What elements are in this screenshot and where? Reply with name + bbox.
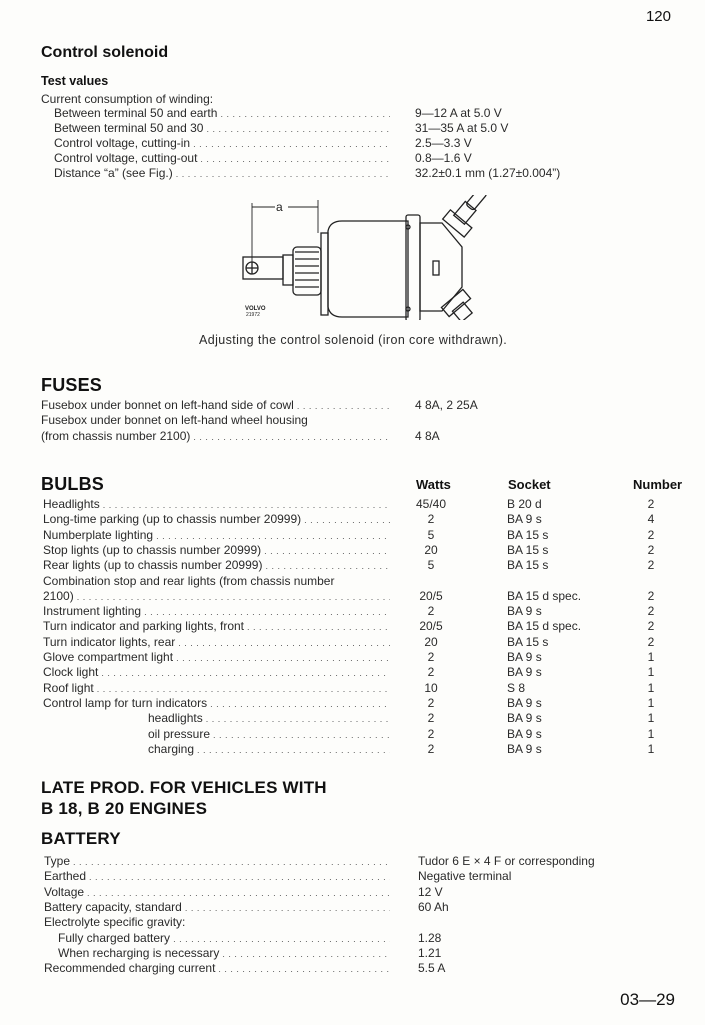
fuse-label: Fusebox under bonnet on left-hand wheel housing bbox=[41, 413, 308, 427]
test-value-value: 31—35 A at 5.0 V bbox=[415, 121, 509, 135]
bulb-watts: 2 bbox=[427, 650, 435, 664]
battery-label: Type . . . bbox=[44, 854, 390, 870]
bulb-row bbox=[0, 727, 705, 742]
bulb-watts: 2 bbox=[427, 665, 435, 680]
bulb-watts: 5 bbox=[427, 527, 435, 542]
bulb-label: Rear lights (up to chassis number 20999) . . . bbox=[43, 558, 390, 574]
bulb-socket: BA 15 d spec. bbox=[507, 588, 582, 603]
bulb-watts: 5 bbox=[427, 558, 435, 573]
test-value-value: 0.8—1.6 V bbox=[415, 151, 472, 165]
test-value-label: Between terminal 50 and earth . . . bbox=[54, 106, 390, 122]
fuse-row bbox=[0, 429, 705, 444]
battery-row bbox=[0, 915, 705, 930]
battery-row bbox=[0, 946, 705, 961]
test-value-row bbox=[0, 166, 705, 181]
bulb-label: Combination stop and rear lights (from chassis number bbox=[43, 573, 335, 588]
test-value-label: Distance “a” (see Fig.) . . . bbox=[54, 166, 390, 182]
bulb-number: 1 bbox=[647, 711, 655, 726]
fuse-value: 4 8A, 2 25A bbox=[415, 398, 478, 412]
bulb-number: 2 bbox=[647, 542, 655, 557]
test-value-row bbox=[0, 121, 705, 136]
page-number: 120 bbox=[645, 8, 671, 25]
fuse-row bbox=[0, 413, 705, 428]
bulb-watts: 2 bbox=[427, 711, 435, 726]
solenoid-drawing bbox=[230, 195, 500, 320]
fuse-value: 4 8A bbox=[415, 429, 440, 443]
section-title-fuses: FUSES bbox=[41, 375, 103, 395]
bulb-watts: 2 bbox=[427, 741, 435, 756]
column-header-socket: Socket bbox=[508, 477, 551, 492]
intro-text: Current consumption of winding: bbox=[41, 92, 214, 106]
test-value-row bbox=[0, 151, 705, 166]
bulb-row bbox=[0, 665, 705, 680]
test-value-row bbox=[0, 136, 705, 151]
battery-label: Voltage . . . bbox=[44, 885, 390, 901]
bulb-socket: B 20 d bbox=[507, 497, 542, 511]
bulb-watts: 20 bbox=[424, 634, 438, 649]
bulb-label: oil pressure . . . bbox=[148, 727, 390, 743]
bulb-number: 1 bbox=[647, 695, 655, 710]
section-title-control-solenoid: Control solenoid bbox=[41, 44, 169, 61]
bulb-watts: 2 bbox=[427, 604, 435, 619]
battery-value: 12 V bbox=[418, 884, 443, 899]
test-value-value: 9—12 A at 5.0 V bbox=[415, 106, 502, 120]
bulb-label: headlights . . . bbox=[148, 711, 390, 727]
battery-label: Electrolyte specific gravity: bbox=[44, 915, 186, 930]
test-value-value: 32.2±0.1 mm (1.27±0.004”) bbox=[415, 166, 561, 180]
test-value-label: Control voltage, cutting-in . . . bbox=[54, 136, 390, 152]
test-value-value: 2.5—3.3 V bbox=[415, 136, 472, 150]
bulb-label: Stop lights (up to chassis number 20999) . . . bbox=[43, 543, 390, 559]
bulb-number: 2 bbox=[647, 527, 655, 542]
bulb-socket: BA 9 s bbox=[507, 711, 542, 726]
battery-value: 5.5 A bbox=[418, 961, 446, 976]
bulb-row bbox=[0, 543, 705, 558]
bulb-number: 4 bbox=[647, 512, 655, 527]
bulb-row bbox=[0, 528, 705, 543]
bulb-label: Control lamp for turn indicators . . . bbox=[43, 696, 390, 712]
fuse-row bbox=[0, 398, 705, 413]
test-value-label: Between terminal 50 and 30 . . . bbox=[54, 121, 390, 137]
bulb-row bbox=[0, 558, 705, 573]
battery-label: Earthed . . . bbox=[44, 869, 390, 885]
bulb-row bbox=[0, 696, 705, 711]
late-prod-title-line1: LATE PROD. FOR VEHICLES WITH bbox=[41, 778, 327, 797]
bulb-label: Turn indicator lights, rear . . . bbox=[43, 635, 390, 651]
bulb-socket: BA 15 d spec. bbox=[507, 619, 582, 634]
bulb-number: 1 bbox=[647, 665, 655, 680]
bulb-number: 2 bbox=[647, 634, 655, 649]
bulb-row bbox=[0, 619, 705, 634]
late-prod-title-line2: B 18, B 20 ENGINES bbox=[41, 799, 208, 818]
bulb-row bbox=[0, 604, 705, 619]
bulb-socket: BA 9 s bbox=[507, 650, 542, 664]
battery-value: 60 Ah bbox=[418, 899, 449, 914]
stamp-number: 21972 bbox=[246, 312, 260, 318]
battery-label: When recharging is necessary . . . bbox=[58, 946, 390, 962]
bulb-socket: BA 9 s bbox=[507, 512, 542, 527]
bulb-number: 1 bbox=[647, 650, 655, 664]
battery-value: Negative terminal bbox=[418, 869, 512, 884]
bulb-watts: 20/5 bbox=[419, 619, 443, 634]
battery-row bbox=[0, 869, 705, 884]
bulb-label: Long-time parking (up to chassis number 20999) . . . bbox=[43, 512, 390, 528]
bulb-number: 2 bbox=[647, 497, 655, 511]
bulb-row bbox=[0, 681, 705, 696]
bulb-socket: S 8 bbox=[507, 680, 526, 695]
bulb-socket: BA 15 s bbox=[507, 558, 549, 573]
bulb-watts: 2 bbox=[427, 695, 435, 710]
battery-value: Tudor 6 E × 4 F or corresponding bbox=[418, 854, 595, 868]
bulb-label: Turn indicator and parking lights, front . . . bbox=[43, 619, 390, 635]
battery-label: Fully charged battery . . . bbox=[58, 931, 390, 947]
bulb-number: 1 bbox=[647, 726, 655, 741]
fuse-label: (from chassis number 2100) . . . bbox=[41, 429, 390, 445]
column-header-watts: Watts bbox=[416, 477, 451, 492]
bulb-number: 1 bbox=[647, 680, 655, 695]
bulb-socket: BA 15 s bbox=[507, 542, 549, 557]
bulb-label: Glove compartment light . . . bbox=[43, 650, 390, 666]
bulb-socket: BA 15 s bbox=[507, 634, 549, 649]
bulb-label: Roof light . . . bbox=[43, 681, 390, 697]
bulb-number: 2 bbox=[647, 619, 655, 634]
bulb-watts: 2 bbox=[427, 512, 435, 527]
bulb-number: 2 bbox=[647, 558, 655, 573]
bulb-watts: 20 bbox=[424, 542, 438, 557]
bulb-socket: BA 9 s bbox=[507, 695, 542, 710]
fuse-label: Fusebox under bonnet on left-hand side of cowl . . . bbox=[41, 398, 390, 414]
bulb-watts: 10 bbox=[424, 680, 438, 695]
battery-value: 1.28 bbox=[418, 930, 442, 945]
stamp-volvo: VOLVO bbox=[245, 306, 266, 312]
battery-label: Recommended charging current . . . bbox=[44, 961, 390, 977]
solenoid-figure bbox=[230, 195, 500, 320]
battery-row bbox=[0, 900, 705, 915]
bulb-row bbox=[0, 742, 705, 757]
bulb-socket: BA 9 s bbox=[507, 741, 542, 756]
section-title-battery: BATTERY bbox=[41, 829, 121, 848]
bulb-row bbox=[0, 497, 705, 512]
section-title-bulbs: BULBS bbox=[41, 474, 104, 494]
dimension-a-label: a bbox=[276, 200, 283, 214]
test-value-row bbox=[0, 106, 705, 121]
bulb-row bbox=[0, 512, 705, 527]
battery-row bbox=[0, 854, 705, 869]
bulb-label: Headlights . . . bbox=[43, 497, 390, 513]
battery-row bbox=[0, 961, 705, 976]
bulb-socket: BA 9 s bbox=[507, 726, 542, 741]
battery-row bbox=[0, 931, 705, 946]
bulb-watts: 20/5 bbox=[419, 588, 443, 603]
bulb-number: 2 bbox=[647, 588, 655, 603]
bulb-label: Numberplate lighting . . . bbox=[43, 528, 390, 544]
bulb-number: 1 bbox=[647, 741, 655, 756]
footer-page-code: 03—29 bbox=[620, 990, 675, 1009]
bulb-row bbox=[0, 589, 705, 604]
bulb-row bbox=[0, 711, 705, 726]
bulb-row bbox=[0, 574, 705, 589]
bulb-row bbox=[0, 635, 705, 650]
bulb-watts: 45/40 bbox=[415, 497, 447, 511]
bulb-label: 2100) . . . bbox=[43, 589, 390, 605]
battery-row bbox=[0, 885, 705, 900]
bulb-label: Instrument lighting . . . bbox=[43, 604, 390, 620]
bulb-socket: BA 9 s bbox=[507, 604, 542, 619]
bulb-socket: BA 9 s bbox=[507, 665, 542, 680]
column-header-number: Number bbox=[633, 477, 683, 492]
battery-value: 1.21 bbox=[418, 945, 442, 960]
bulb-label: charging . . . bbox=[148, 742, 390, 758]
bulb-row bbox=[0, 650, 705, 665]
bulb-watts: 2 bbox=[427, 726, 435, 741]
figure-caption: Adjusting the control solenoid (iron core withdrawn). bbox=[199, 333, 508, 347]
test-value-label: Control voltage, cutting-out . . . bbox=[54, 151, 390, 167]
battery-label: Battery capacity, standard . . . bbox=[44, 900, 390, 916]
subtitle-test-values: Test values bbox=[41, 74, 109, 88]
bulb-number: 2 bbox=[647, 604, 655, 619]
bulb-label: Clock light . . . bbox=[43, 665, 390, 681]
bulb-socket: BA 15 s bbox=[507, 527, 549, 542]
